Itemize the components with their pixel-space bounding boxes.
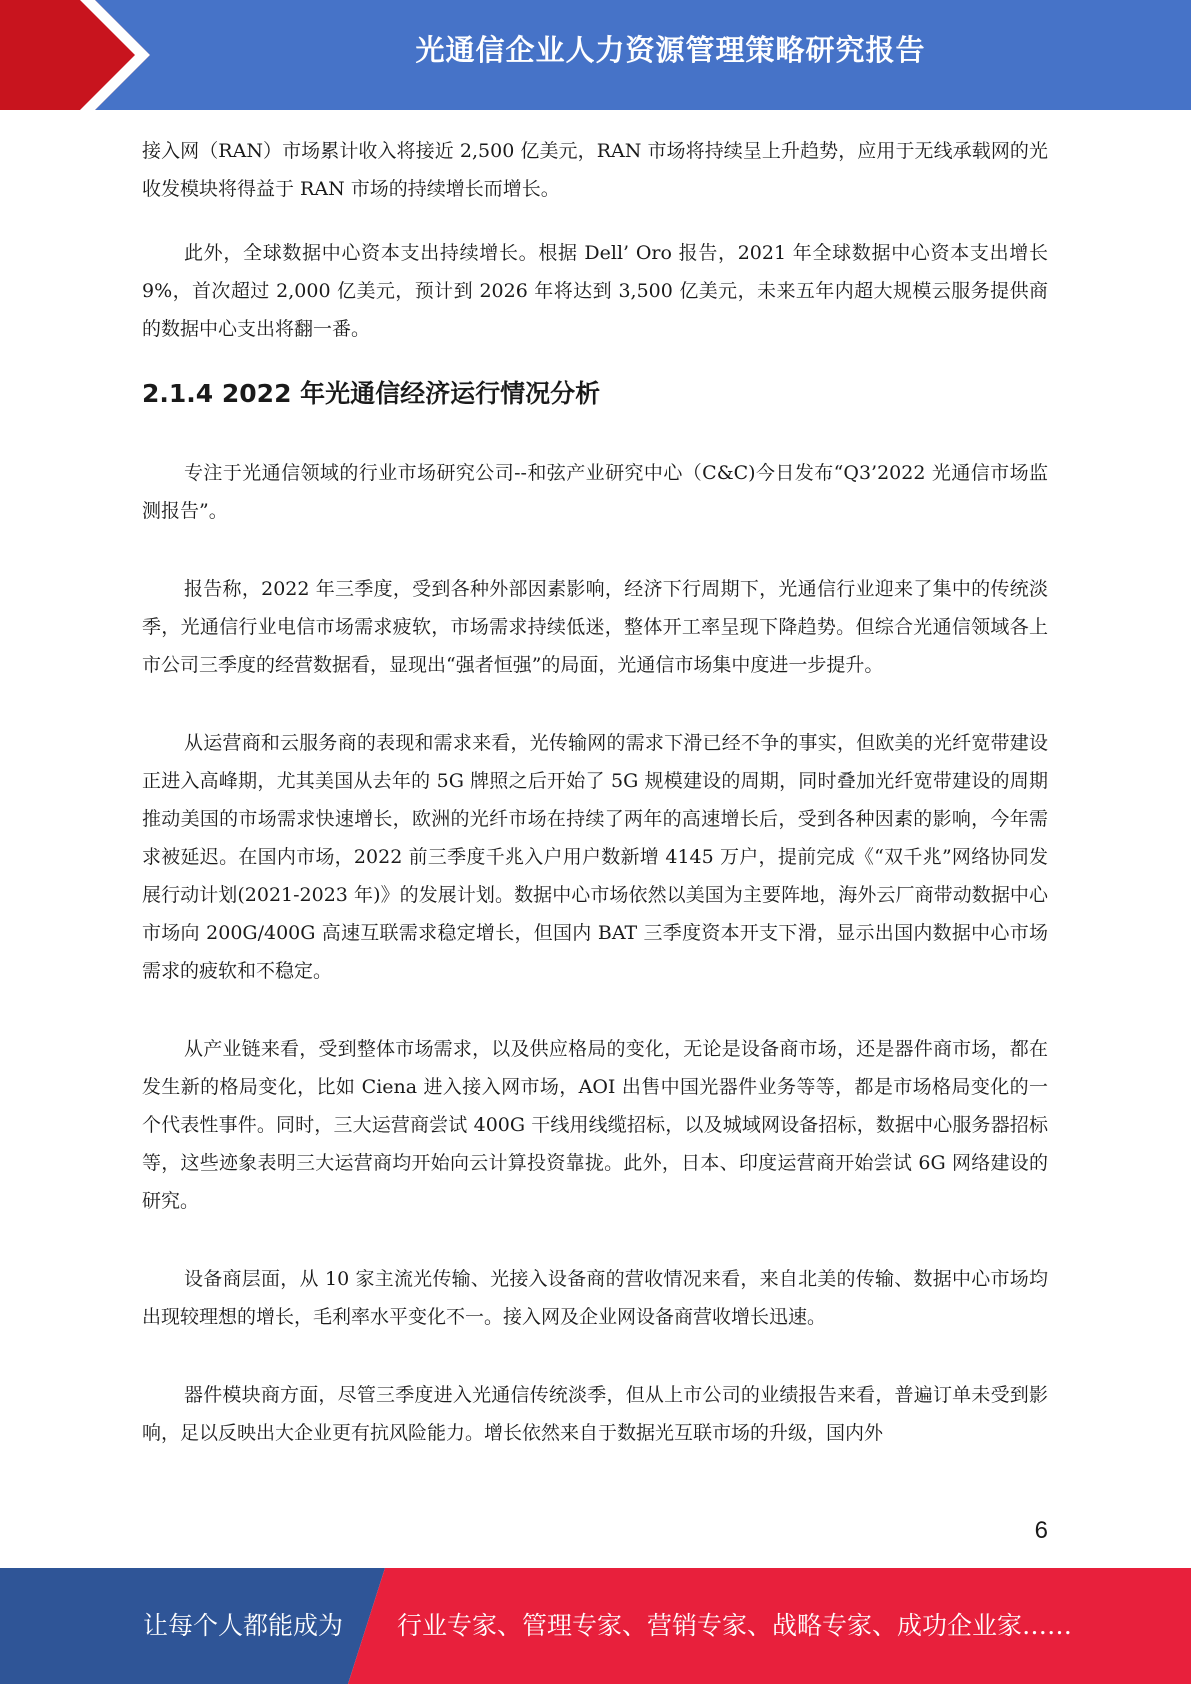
- header-title: 光通信企业人力资源管理策略研究报告: [415, 33, 926, 67]
- page-number: 6: [1034, 1517, 1048, 1544]
- paragraph-operators-demand: 从运营商和云服务商的表现和需求来看，光传输网的需求下滑已经不争的事实，但欧美的光纤宽带建设正进入高峰期，尤其美国从去年的 5G 牌照之后开始了 5G 规模建设的周期，同时叠加光纤宽带建设的周期推动美国的市场需求快速增长，欧洲的光纤市场在持续了两年的高速增长后，受到各种因素的影响，今年需求被延迟。在国内市场，2022 前三季度千兆入户用户数新增 4145 万户，提前完成《“双千兆”网络协同发展行动计划(2021-2023 年)》的发展计划。数据中心市场依然以美国为主要阵地，海外云厂商带动数据中心市场向 200G/400G 高速互联需求稳定增长，但国内 BAT 三季度资本开支下滑，显示出国内数据中心市场需求的疲软和不稳定。: [142, 732, 1048, 982]
- page-footer: [0, 1568, 1191, 1684]
- footer-slogan-right: 行业专家、管理专家、营销专家、战略专家、成功企业家……: [397, 1611, 1073, 1640]
- paragraph-cc-report: 专注于光通信领域的行业市场研究公司--和弦产业研究中心（C&C)今日发布“Q3’2022 光通信市场监测报告”。: [142, 462, 1048, 522]
- footer-slogan-left: 让每个人都能成为: [143, 1611, 344, 1640]
- page-header: [0, 0, 1191, 110]
- document-body: [142, 132, 1048, 1452]
- paragraph-industry-chain: 从产业链来看，受到整体市场需求，以及供应格局的变化，无论是设备商市场，还是器件商市场，都在发生新的格局变化，比如 Ciena 进入接入网市场，AOI 出售中国光器件业务等等，都是市场格局变化的一个代表性事件。同时，三大运营商尝试 400G 干线用线缆招标，以及城域网设备招标，数据中心服务器招标等，这些迹象表明三大运营商均开始向云计算投资靠拢。此外，日本、印度运营商开始尝试 6G 网络建设的研究。: [142, 1038, 1048, 1212]
- section-heading: 2.1.4 2022 年光通信经济运行情况分析: [142, 379, 601, 408]
- paragraph-component-vendors: 器件模块商方面，尽管三季度进入光通信传统淡季，但从上市公司的业绩报告来看，普遍订单未受到影响，足以反映出大企业更有抗风险能力。增长依然来自于数据光互联市场的升级，国内外: [142, 1384, 1048, 1444]
- paragraph-datacenter-capex: 此外，全球数据中心资本支出持续增长。根据 Dell’ Oro 报告，2021 年全球数据中心资本支出增长 9%，首次超过 2,000 亿美元，预计到 2026 年将达到 3,500 亿美元，未来五年内超大规模云服务提供商的数据中心支出将翻一番。: [142, 242, 1048, 340]
- paragraph-ran: 接入网（RAN）市场累计收入将接近 2,500 亿美元，RAN 市场将持续呈上升趋势，应用于无线承载网的光收发模块将得益于 RAN 市场的持续增长而增长。: [142, 140, 1048, 200]
- paragraph-equipment-vendors: 设备商层面，从 10 家主流光传输、光接入设备商的营收情况来看，来自北美的传输、数据中心市场均出现较理想的增长，毛利率水平变化不一。接入网及企业网设备商营收增长迅速。: [142, 1268, 1048, 1328]
- paragraph-q3-summary: 报告称，2022 年三季度，受到各种外部因素影响，经济下行周期下，光通信行业迎来了集中的传统淡季，光通信行业电信市场需求疲软，市场需求持续低迷，整体开工率呈现下降趋势。但综合光通信领域各上市公司三季度的经营数据看，显现出“强者恒强”的局面，光通信市场集中度进一步提升。: [142, 578, 1048, 676]
